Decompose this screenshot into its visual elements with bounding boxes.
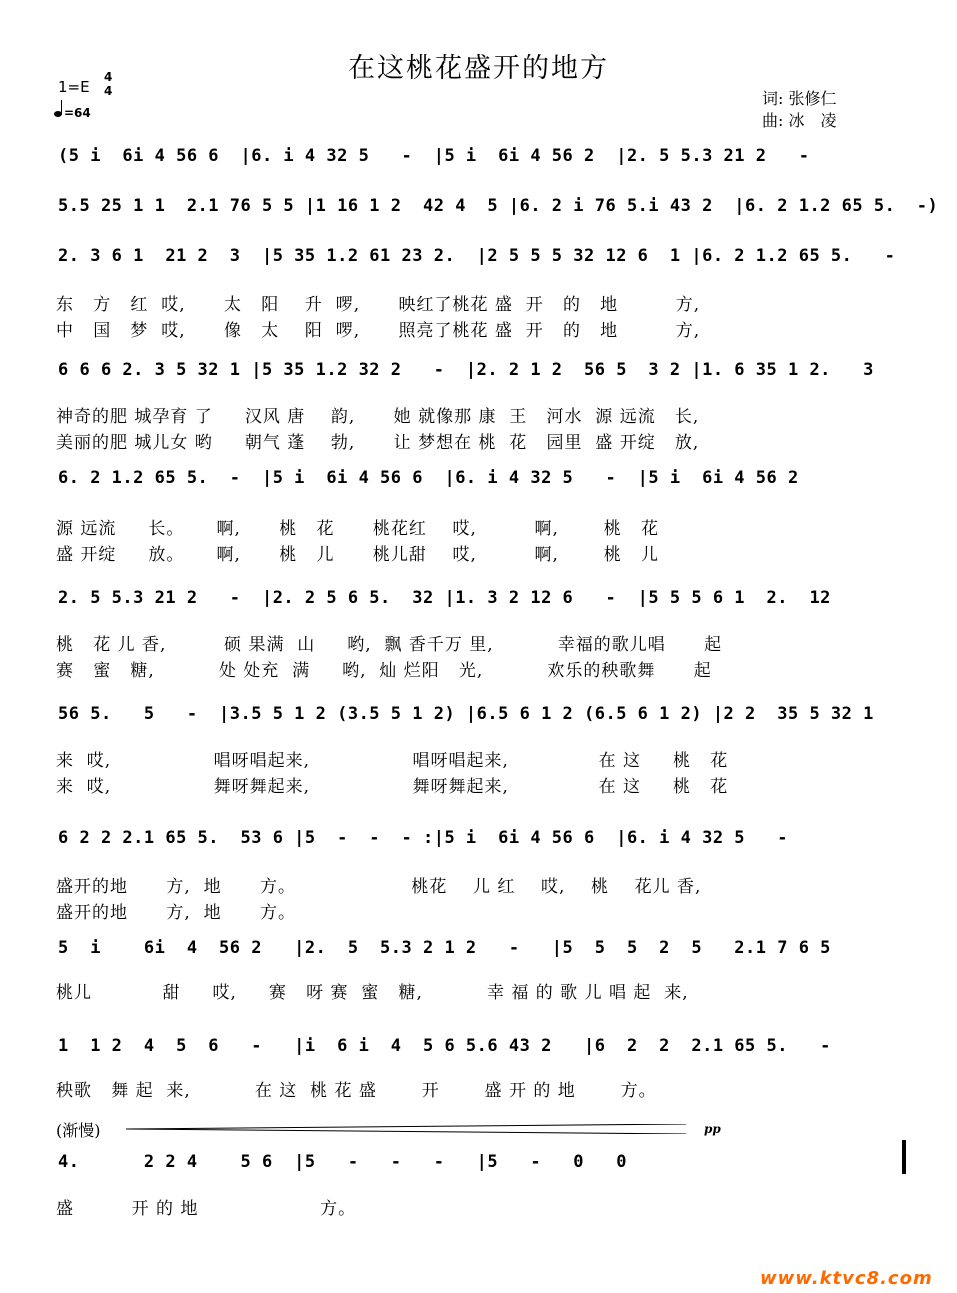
notes: 2. 5 5.3 21 2 - |2. 2 5 6 5. 32 |1. 3 2 12 6 - |5 5 5 6 1 2. 12 — [58, 588, 831, 608]
lyric-line: 盛 开 的 地 方。 — [56, 1199, 357, 1219]
lyric-line: 赛 蜜 糖, 处 处充 满 哟, 灿 烂阳 光, 欢乐的秧歌舞 起 — [56, 661, 712, 681]
lyric-line: 盛 开绽 放。 啊, 桃 儿 桃儿甜 哎, 啊, 桃 儿 — [56, 545, 659, 565]
time-signature-top: 4 — [104, 70, 113, 84]
quarter-note-icon — [54, 111, 62, 117]
staff-row-5 — [52, 462, 908, 506]
key-signature: 1=E — [58, 78, 90, 96]
tempo-marking — [54, 106, 91, 120]
composer-credit: 曲: 冰 凌 — [762, 111, 837, 130]
staff-row-4 — [52, 354, 908, 398]
watermark: www.ktvc8.com — [760, 1268, 933, 1289]
lyric-line: 来 哎, 舞呀舞起来, 舞呀舞起来, 在 这 桃 花 — [56, 777, 729, 797]
staff-row-7 — [52, 698, 908, 742]
notes: 1 1 2 4 5 6 - |i 6 i 4 5 6 5.6 43 2 |6 2 2 2.1 65 5. - — [58, 1036, 831, 1056]
time-signature — [104, 70, 112, 98]
lyric-line: 神奇的肥 城孕育 了 汉风 唐 韵, 她 就像那 康 王 河水 源 远流 长, — [56, 407, 700, 427]
lyric-line: 秧歌 舞 起 来, 在 这 桃 花 盛 开 盛 开 的 地 方。 — [56, 1081, 657, 1101]
lyric-line: 中 国 梦 哎, 像 太 阳 啰, 照亮了桃花 盛 开 的 地 方, — [56, 321, 701, 341]
notes: (5 i 6i 4 56 6 |6. i 4 32 5 - |5 i 6i 4 56 2 |2. 5 5.3 21 2 - — [58, 146, 810, 166]
lyric-line: 美丽的肥 城儿女 哟 朝气 蓬 勃, 让 梦想在 桃 花 园里 盛 开绽 放, — [56, 433, 700, 453]
time-signature-bottom: 4 — [104, 84, 113, 98]
decrescendo-hairpin — [126, 1124, 686, 1134]
lyric-line: 盛开的地 方, 地 方。 桃花 儿 红 哎, 桃 花儿 香, — [56, 877, 702, 897]
lyric-line: 来 哎, 唱呀唱起来, 唱呀唱起来, 在 这 桃 花 — [56, 751, 729, 771]
staff-row-10 — [52, 1030, 908, 1074]
lyric-line: 源 远流 长。 啊, 桃 花 桃花红 哎, 啊, 桃 花 — [56, 519, 659, 539]
lyric-line: 东 方 红 哎, 太 阳 升 啰, 映红了桃花 盛 开 的 地 方, — [56, 295, 701, 315]
notes: 2. 3 6 1 21 2 3 |5 35 1.2 61 23 2. |2 5 5 5 32 12 6 1 |6. 2 1.2 65 5. - — [58, 246, 896, 266]
notes: 6. 2 1.2 65 5. - |5 i 6i 4 56 6 |6. i 4 32 5 - |5 i 6i 4 56 2 — [58, 468, 799, 488]
staff-row-2 — [52, 190, 939, 234]
notes: 5.5 25 1 1 2.1 76 5 5 |1 16 1 2 42 4 5 |6. 2 i 76 5.i 43 2 |6. 2 1.2 65 5. -) — [58, 196, 939, 216]
song-title: 在这桃花盛开的地方 — [348, 53, 609, 84]
notes: 6 6 6 2. 3 5 32 1 |5 35 1.2 32 2 - |2. 2 1 2 56 5 3 2 |1. 6 35 1 2. 3 — [58, 360, 874, 380]
staff-row-1 — [52, 140, 908, 184]
lyric-line: 桃儿 甜 哎, 赛 呀 赛 蜜 糖, 幸 福 的 歌 儿 唱 起 来, — [56, 983, 689, 1003]
staff-row-6 — [52, 582, 908, 626]
staff-row-8 — [52, 822, 908, 866]
staff-row-9 — [52, 932, 908, 976]
staff-row-11 — [52, 1146, 908, 1190]
final-barline — [902, 1140, 906, 1174]
lyric-line: 盛开的地 方, 地 方。 — [56, 903, 297, 923]
notes: 5 i 6i 4 56 2 |2. 5 5.3 2 1 2 - |5 5 5 2 5 2.1 7 6 5 — [58, 938, 831, 958]
pianissimo-marking: pp — [704, 1122, 721, 1136]
tempo-value: =64 — [64, 106, 91, 120]
ritardando-marking: (渐慢) — [56, 1121, 101, 1140]
notes: 6 2 2 2.1 65 5. 53 6 |5 - - - :|5 i 6i 4 56 6 |6. i 4 32 5 - — [58, 828, 788, 848]
notes: 4. 2 2 4 5 6 |5 - - - |5 - 0 0 — [58, 1152, 627, 1172]
lyricist-credit: 词: 张修仁 — [762, 89, 837, 108]
notes: 56 5. 5 - |3.5 5 1 2 (3.5 5 1 2) |6.5 6 1 2 (6.5 6 1 2) |2 2 35 5 32 1 — [58, 704, 874, 724]
lyric-line: 桃 花 儿 香, 硕 果满 山 哟, 飘 香千万 里, 幸福的歌儿唱 起 — [56, 635, 723, 655]
credits — [762, 88, 836, 132]
staff-row-3 — [52, 240, 908, 284]
